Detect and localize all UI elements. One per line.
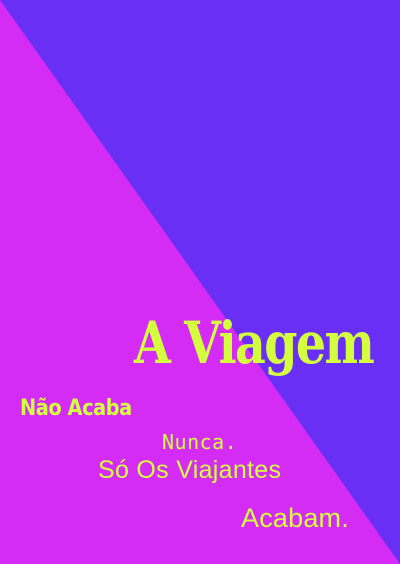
text-line-4: Acabam.	[241, 503, 349, 533]
text-line-2: Nunca.	[162, 430, 238, 454]
text-line-1: Não Acaba	[20, 396, 132, 421]
poster-title: A Viagem	[134, 309, 374, 377]
text-line-3: Só Os Viajantes	[98, 456, 282, 484]
